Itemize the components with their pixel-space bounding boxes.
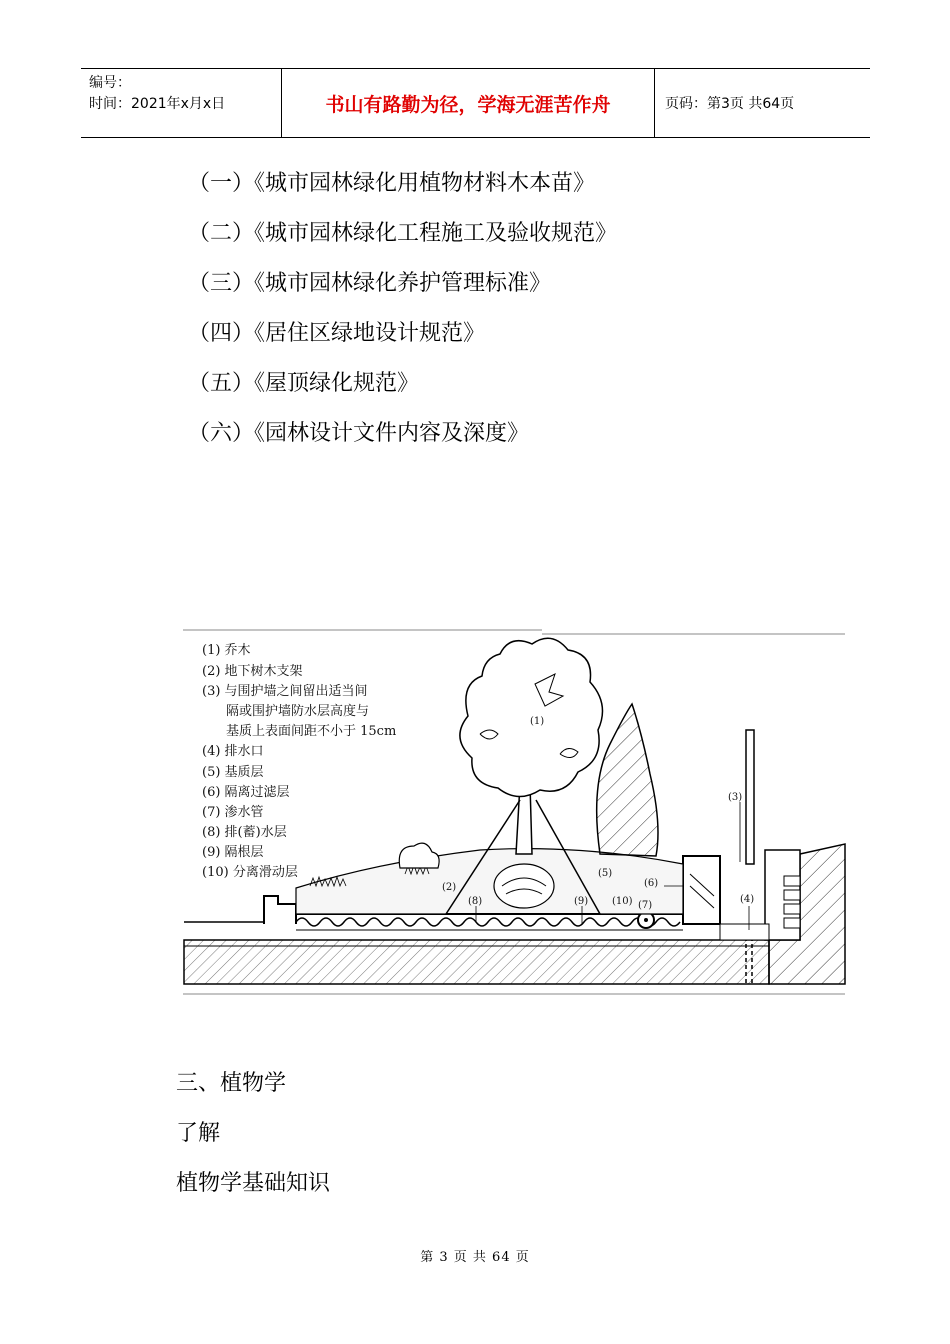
legend-item: (2) 地下树木支架 bbox=[202, 664, 303, 679]
legend-item: 隔或围护墙防水层高度与 bbox=[226, 704, 370, 719]
document-time-label: 时间：2021年x月x日 bbox=[89, 96, 226, 112]
list-item: （四）《居住区绿地设计规范》 bbox=[188, 321, 486, 346]
callout-4: (4) bbox=[740, 894, 755, 905]
legend-item: (10) 分离滑动层 bbox=[202, 865, 298, 880]
roof-slab bbox=[184, 940, 769, 984]
legend-item: (7) 渗水管 bbox=[202, 805, 264, 820]
legend-item: (5) 基质层 bbox=[202, 765, 264, 780]
list-item: （三）《城市园林绿化养护管理标准》 bbox=[188, 271, 552, 296]
legend-item: (4) 排水口 bbox=[202, 744, 264, 759]
conifer-tree bbox=[597, 704, 658, 856]
legend-item: (9) 隔根层 bbox=[202, 845, 264, 860]
callout-1: (1) bbox=[530, 716, 545, 727]
callout-5: (5) bbox=[598, 868, 613, 879]
section-subheading: 了解 bbox=[176, 1121, 221, 1146]
list-item: （二）《城市园林绿化工程施工及验收规范》 bbox=[188, 221, 618, 246]
page-header bbox=[81, 68, 870, 138]
callout-9: (9) bbox=[574, 896, 589, 907]
drainage-layer bbox=[296, 918, 680, 926]
header-meta bbox=[81, 69, 282, 137]
callout-10: (10) bbox=[612, 896, 633, 907]
roof-garden-section-diagram bbox=[180, 624, 848, 996]
left-curb bbox=[264, 896, 296, 924]
list-item: （一）《城市园林绿化用植物材料木本苗》 bbox=[188, 171, 596, 196]
legend-item: (3) 与围护墙之间留出适当间 bbox=[202, 684, 368, 699]
legend-item: (6) 隔离过滤层 bbox=[202, 785, 290, 800]
header-page-indicator: 页码：第3页 共64页 bbox=[665, 96, 795, 112]
callout-6: (6) bbox=[644, 878, 659, 889]
diagram-legend bbox=[202, 642, 396, 880]
right-curb bbox=[683, 856, 720, 924]
section-subheading: 植物学基础知识 bbox=[176, 1171, 331, 1196]
header-motto: 书山有路勤为径，学海无涯苦作舟 bbox=[282, 69, 655, 137]
list-item: （五）《屋顶绿化规范》 bbox=[188, 371, 420, 396]
callout-8: (8) bbox=[468, 896, 483, 907]
callout-3: (3) bbox=[728, 792, 743, 803]
legend-item: (8) 排(蓄)水层 bbox=[202, 825, 287, 840]
root-ball bbox=[494, 864, 554, 908]
standards-list bbox=[188, 166, 617, 466]
legend-item: 基质上表面间距不小于 15cm bbox=[226, 724, 397, 739]
list-item: （六）《园林设计文件内容及深度》 bbox=[188, 421, 530, 446]
callout-7: (7) bbox=[638, 900, 653, 911]
document-number-label: 编号： bbox=[89, 75, 131, 91]
callout-2: (2) bbox=[442, 882, 457, 893]
flashing-post bbox=[746, 730, 754, 864]
section-heading: 三、植物学 bbox=[176, 1071, 287, 1096]
page-footer: 第 3 页 共 64 页 bbox=[420, 1250, 530, 1265]
shrub bbox=[399, 843, 439, 868]
legend-item: (1) 乔木 bbox=[202, 643, 251, 658]
